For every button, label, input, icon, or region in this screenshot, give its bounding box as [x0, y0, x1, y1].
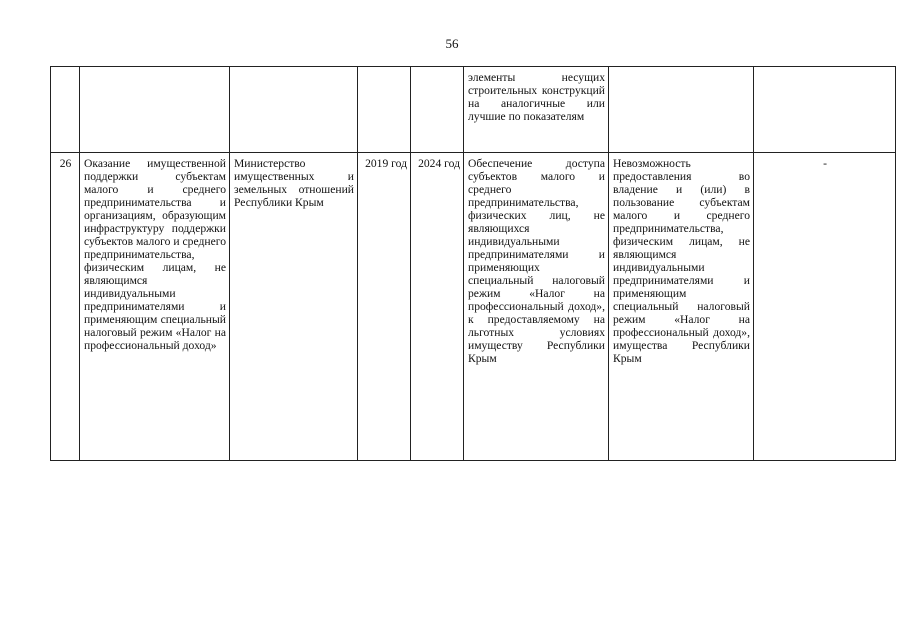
table-row-continuation: [51, 67, 896, 153]
executor-text: Министерство имущественных и земельных отношений Республики Крым: [230, 153, 358, 461]
cell-measure: [80, 67, 230, 153]
cell-result: элементы несущих строительных конструкций на аналогичные или лучшие по показателям: [464, 67, 609, 153]
cell-start-year: [358, 67, 411, 153]
cell-executor: [230, 67, 358, 153]
cell-end-year: [411, 67, 464, 153]
measures-table: [50, 66, 896, 461]
measure-text: Оказание имущественной поддержки субъектам малого и среднего предпринимательства и организациям, образующим инфраструктуру поддержки субъектов малого и среднего предпринимательства, физическим лицам, не являющимся индивидуальными предпринимателями и применяющим специальный налоговый режим «Налог на профессиональный доход»: [80, 153, 230, 461]
cell-consequences: [609, 67, 754, 153]
cell-link: [754, 67, 896, 153]
page-number: 56: [445, 36, 459, 51]
table-row-26: [51, 153, 896, 461]
start-year: 2019 год: [358, 153, 411, 461]
cell-num: [51, 67, 80, 153]
consequences-text: Невозможность предоставления во владение и (или) в пользование субъектам малого и среднего предпринимательства, физическим лицам, не являющимся индивидуальными предпринимателями и применяющим специальный налоговый режим «Налог на профессиональный доход», имущества Республики Крым: [609, 153, 754, 461]
result-text: Обеспечение доступа субъектов малого и среднего предпринимательства, физических лиц, не являющихся индивидуальными предпринимателями и применяющих специальный налоговый режим «Налог на профессиональный доход», к предоставляемому на льготных условиях имуществу Республики Крым: [464, 153, 609, 461]
end-year: 2024 год: [411, 153, 464, 461]
row-number: 26: [51, 153, 80, 461]
link-text: -: [754, 153, 896, 461]
